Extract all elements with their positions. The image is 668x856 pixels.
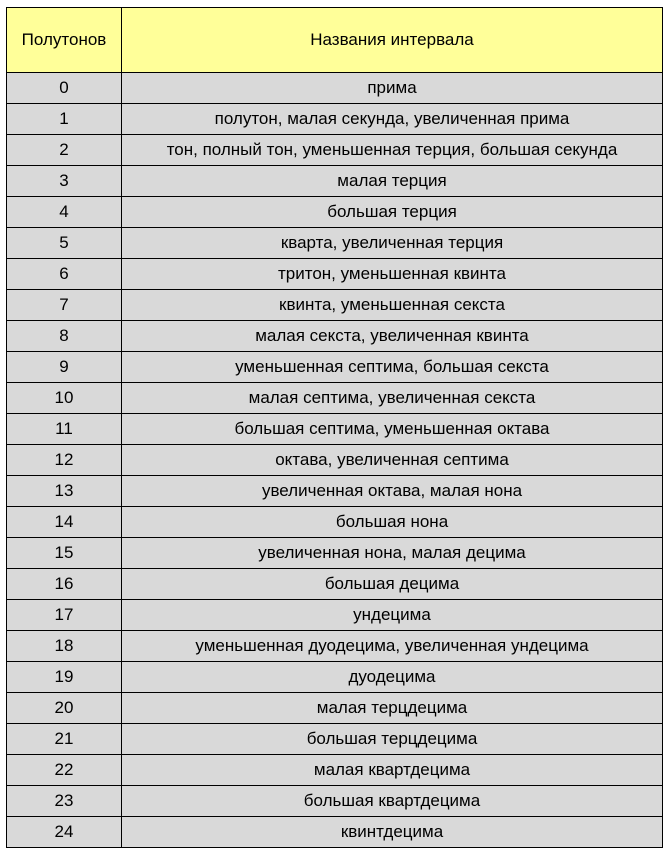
semitones-cell: 24: [7, 817, 122, 848]
semitones-cell: 6: [7, 259, 122, 290]
header-semitones: Полутонов: [7, 8, 122, 73]
table-row: [7, 197, 663, 228]
interval-name-cell: уменьшенная септима, большая секста: [122, 352, 663, 383]
table-row: [7, 476, 663, 507]
table-row: [7, 383, 663, 414]
interval-name-cell: большая децима: [122, 569, 663, 600]
table-row: [7, 166, 663, 197]
semitones-cell: 19: [7, 662, 122, 693]
semitones-cell: 9: [7, 352, 122, 383]
semitones-cell: 20: [7, 693, 122, 724]
interval-name-cell: октава, увеличенная септима: [122, 445, 663, 476]
interval-name-cell: тритон, уменьшенная квинта: [122, 259, 663, 290]
interval-name-cell: малая терция: [122, 166, 663, 197]
table-row: [7, 73, 663, 104]
table-header-row: [7, 8, 663, 73]
semitones-cell: 12: [7, 445, 122, 476]
semitones-cell: 5: [7, 228, 122, 259]
interval-name-cell: дуодецима: [122, 662, 663, 693]
table-row: [7, 104, 663, 135]
semitones-cell: 0: [7, 73, 122, 104]
table-body: [7, 73, 663, 848]
interval-name-cell: квинта, уменьшенная секста: [122, 290, 663, 321]
semitones-cell: 22: [7, 755, 122, 786]
interval-name-cell: полутон, малая секунда, увеличенная прима: [122, 104, 663, 135]
interval-table-container: [6, 7, 662, 848]
semitones-cell: 4: [7, 197, 122, 228]
semitones-cell: 1: [7, 104, 122, 135]
semitones-cell: 17: [7, 600, 122, 631]
interval-table: [6, 7, 663, 848]
table-row: [7, 414, 663, 445]
interval-name-cell: малая секста, увеличенная квинта: [122, 321, 663, 352]
table-row: [7, 600, 663, 631]
table-row: [7, 507, 663, 538]
semitones-cell: 13: [7, 476, 122, 507]
table-row: [7, 662, 663, 693]
table-row: [7, 817, 663, 848]
interval-name-cell: малая терцдецима: [122, 693, 663, 724]
table-row: [7, 259, 663, 290]
table-row: [7, 352, 663, 383]
semitones-cell: 14: [7, 507, 122, 538]
table-row: [7, 569, 663, 600]
semitones-cell: 11: [7, 414, 122, 445]
table-row: [7, 135, 663, 166]
table-row: [7, 228, 663, 259]
semitones-cell: 21: [7, 724, 122, 755]
table-row: [7, 321, 663, 352]
interval-name-cell: тон, полный тон, уменьшенная терция, большая секунда: [122, 135, 663, 166]
semitones-cell: 3: [7, 166, 122, 197]
interval-name-cell: прима: [122, 73, 663, 104]
interval-name-cell: большая септима, уменьшенная октава: [122, 414, 663, 445]
interval-name-cell: большая квартдецима: [122, 786, 663, 817]
interval-name-cell: уменьшенная дуодецима, увеличенная ундецима: [122, 631, 663, 662]
semitones-cell: 10: [7, 383, 122, 414]
interval-name-cell: большая терцдецима: [122, 724, 663, 755]
interval-name-cell: кварта, увеличенная терция: [122, 228, 663, 259]
semitones-cell: 15: [7, 538, 122, 569]
interval-name-cell: квинтдецима: [122, 817, 663, 848]
table-row: [7, 755, 663, 786]
semitones-cell: 8: [7, 321, 122, 352]
interval-name-cell: увеличенная нона, малая децима: [122, 538, 663, 569]
interval-name-cell: малая септима, увеличенная секста: [122, 383, 663, 414]
semitones-cell: 16: [7, 569, 122, 600]
semitones-cell: 2: [7, 135, 122, 166]
table-row: [7, 693, 663, 724]
interval-name-cell: увеличенная октава, малая нона: [122, 476, 663, 507]
interval-name-cell: малая квартдецима: [122, 755, 663, 786]
interval-name-cell: ундецима: [122, 600, 663, 631]
interval-name-cell: большая нона: [122, 507, 663, 538]
semitones-cell: 23: [7, 786, 122, 817]
interval-name-cell: большая терция: [122, 197, 663, 228]
table-row: [7, 631, 663, 662]
table-row: [7, 290, 663, 321]
table-row: [7, 538, 663, 569]
header-interval-names: Названия интервала: [122, 8, 663, 73]
semitones-cell: 18: [7, 631, 122, 662]
semitones-cell: 7: [7, 290, 122, 321]
table-row: [7, 786, 663, 817]
table-row: [7, 445, 663, 476]
table-row: [7, 724, 663, 755]
